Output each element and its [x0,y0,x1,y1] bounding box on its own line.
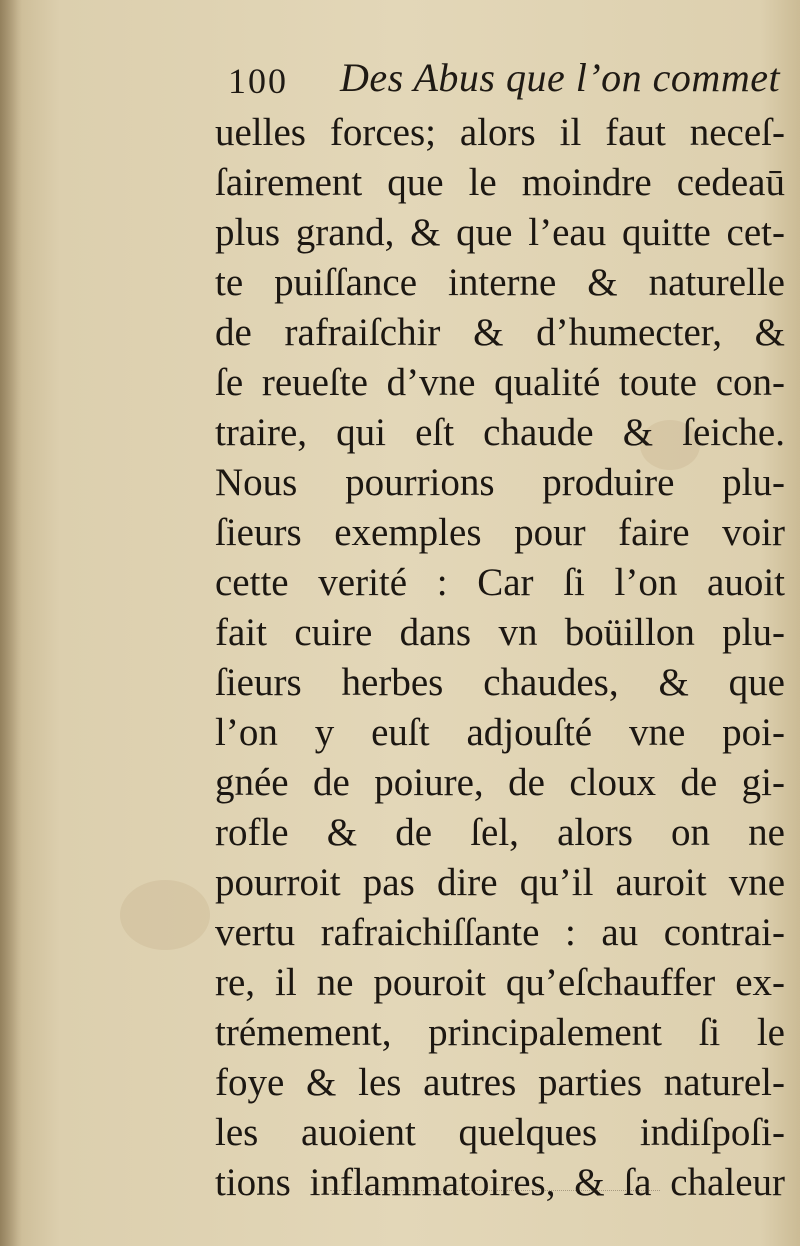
text-line: ſairement que le moindre cedeaū [215,161,785,204]
text-line: plus grand, & que l’eau quitte cet- [215,211,785,254]
text-line: de rafraiſchir & d’humecter, & [215,311,785,354]
running-title: Des Abus que l’on commet [340,55,781,100]
text-line: gnée de poiure, de cloux de gi- [215,761,785,804]
text-line: ſieurs herbes chaudes, & que [215,661,785,704]
paper-stain [120,880,210,950]
text-line: vertu rafraichiſſante : au contrai- [215,911,785,954]
text-line: fait cuire dans vn boüillon plu- [215,611,785,654]
text-line: tions inflammatoires, & ſa chaleur [215,1161,785,1204]
page-number: 100 [228,61,288,101]
body-text [215,108,785,1208]
text-line: l’on y euſt adjouſté vne poi- [215,711,785,754]
text-line: re, il ne pouroit qu’eſchauffer ex- [215,961,785,1004]
text-line: uelles forces; alors il faut neceſ- [215,111,785,154]
text-line: rofle & de ſel, alors on ne [215,811,785,854]
text-line: les auoient quelques indiſpoſi- [215,1111,785,1154]
text-line: cette verité : Car ſi l’on auoit [215,561,785,604]
bottom-rule [330,1190,660,1192]
text-line: ſieurs exemples pour faire voir [215,511,785,554]
text-line: ſe reueſte d’vne qualité toute con- [215,361,785,404]
text-line: te puiſſance interne & naturelle [215,261,785,304]
text-line: foye & les autres parties naturel- [215,1061,785,1104]
text-line: pourroit pas dire qu’il auroit vne [215,861,785,904]
text-line: Nous pourrions produire plu- [215,461,785,504]
text-line: trémement, principalement ſi le [215,1011,785,1054]
page-header [228,52,788,108]
text-line: traire, qui eſt chaude & ſeiche. [215,411,785,454]
page-gutter-shadow [0,0,22,1246]
